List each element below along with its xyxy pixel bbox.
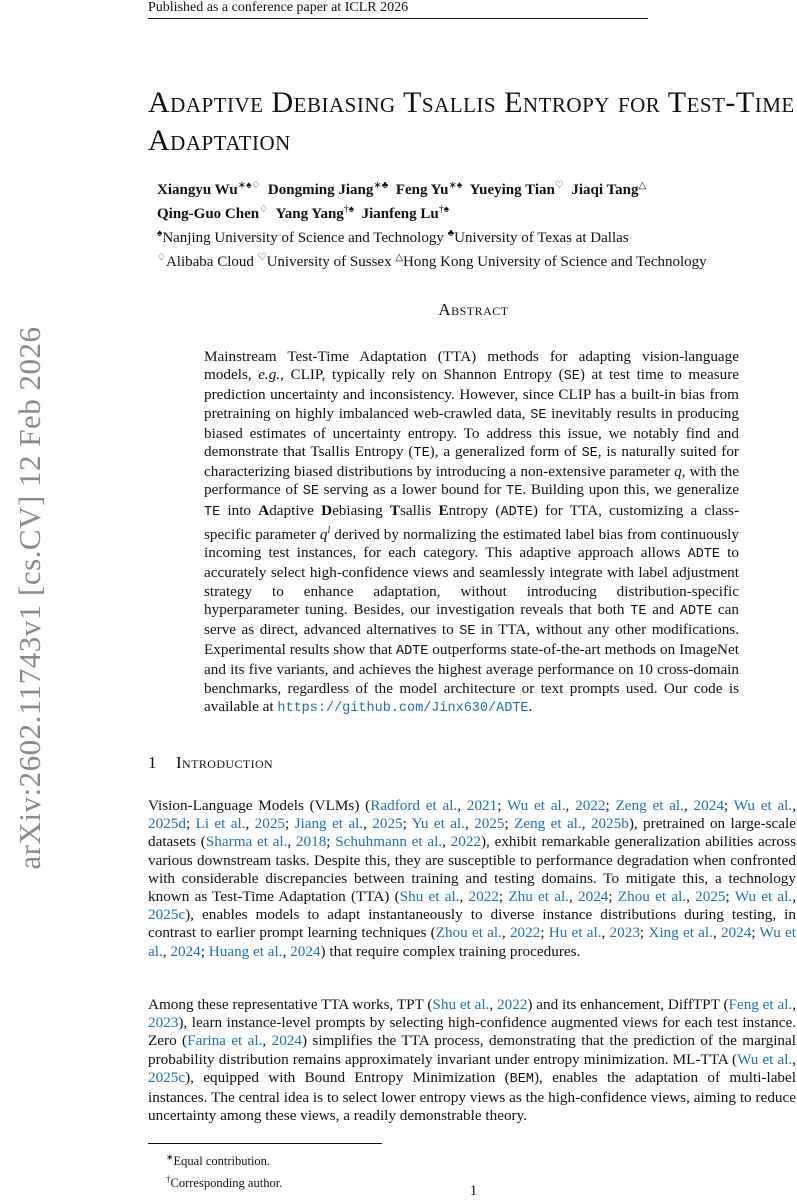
italic-text: e.g. <box>258 366 281 384</box>
citation-link[interactable]: 2025c <box>148 906 186 924</box>
paper-title: Adaptive Debiasing Tsallis Entropy for Test-Time Adaptation <box>148 86 795 157</box>
code-term: TE <box>413 446 430 462</box>
footnote <box>166 1148 282 1170</box>
citation-link[interactable]: Wu et al. <box>737 1050 793 1068</box>
intro-paragraph-2: Among these representative TTA works, TPT (Shu et al., 2022) and its enhancement, DiffTPT (Feng et al., 2023), learn instance-level prompts by selecting high-confidence augmented views for each test instance. Zero (Farina et al., 2024) simplifies the TTA process, demonstrating that the prediction of the marginal probability distribution remains approximately invariant under entropy minimization. ML-TTA (Wu et al., 2025c), equipped with Bound Entropy Minimization (BEM), enables the adaptation of multi-label instances. The central idea is to select lower entropy views as the high-confidence views, aiming to reduce uncertainty among these views, a readily demonstrable theory. <box>148 996 797 1125</box>
bold-text: A <box>258 501 270 519</box>
code-term: SE <box>563 369 580 385</box>
affiliation-mark: ♢ <box>157 252 166 263</box>
author-name: Feng Yu <box>395 182 449 198</box>
affiliation-mark: △ <box>395 252 404 263</box>
citation-link[interactable]: Sharma et al. <box>205 833 288 851</box>
footnote-mark: † <box>166 1174 171 1185</box>
citation-link[interactable]: 2022 <box>509 924 541 942</box>
citation-link[interactable]: Schuhmann et al. <box>335 833 443 851</box>
citation-link[interactable]: 2024 <box>290 942 321 960</box>
author-name: Xiangyu Wu <box>157 182 238 198</box>
citation-link[interactable]: 2022 <box>497 996 528 1013</box>
affiliation-name: Nanjing University of Science and Technology <box>162 230 444 246</box>
code-term: TE <box>204 504 221 520</box>
footnote-text: Equal contribution. <box>173 1154 271 1169</box>
running-header: Published as a conference paper at ICLR 2026 <box>148 0 409 15</box>
affiliation-name: University of Sussex <box>266 254 392 270</box>
citation-link[interactable]: Zeng et al. <box>615 797 684 814</box>
bold-text: T <box>389 501 401 519</box>
author-affiliation-marks: †♠ <box>343 204 355 215</box>
affiliation-name: Alibaba Cloud <box>165 254 254 270</box>
code-term: ADTE <box>687 547 721 563</box>
code-term: ADTE <box>679 603 713 619</box>
code-term: ADTE <box>395 644 429 660</box>
citation-link[interactable]: Zhou et al. <box>617 888 687 906</box>
citation-link[interactable]: 2025 <box>254 815 286 833</box>
code-term: SE <box>302 484 319 500</box>
author-affiliation-marks: ∗♠ <box>448 180 463 191</box>
header-rule <box>148 18 648 19</box>
citation-link[interactable]: 2018 <box>295 833 327 851</box>
citation-link[interactable]: 2022 <box>468 888 499 906</box>
citation-link[interactable]: Jiang et al. <box>294 815 364 833</box>
citation-link[interactable]: 2025d <box>148 815 186 833</box>
abstract-body: Mainstream Test-Time Adaptation (TTA) methods for adapting vision-language models, e.g., CLIP, typically rely on Shannon Entropy (SE) at test time to measure prediction uncertainty and inconsistency. However, since CLIP has a built-in bias from pretraining on highly imbalanced web-crawled data, SE inevitably results in producing biased estimates of uncertainty entropy. To address this issue, we notably find and demonstrate that Tsallis Entropy (TE), a generalized form of SE, is naturally suited for characterizing biased distributions by introducing a non-extensive parameter q, with the performance of SE serving as a lower bound for TE. Building upon this, we generalize TE into Adaptive Debiasing Tsallis Entropy (ADTE) for TTA, customizing a class-specific parameter $q^l$ derived by normalizing the estimated label bias from continuously incoming test instances, for each category. This adaptive approach allows ADTE to accurately select high-confidence views and seamlessly integrate with label adjustment strategy to enhance adaptation, without introducing distribution-specific hyperparameter tuning. Besides, our investigation reveals that both TE and ADTE can serve as direct, advanced alternatives to SE in TTA, without any other modifications. Experimental results show that ADTE outperforms state-of-the-art methods on ImageNet and its five variants, and achieves the highest average performance on 10 cross-domain benchmarks, regardless of the model architecture or text prompts used. Our code is available at https://github.com/Jinx630/ADTE. <box>204 348 740 716</box>
author-affiliation-marks: ♡ <box>554 180 564 191</box>
citation-link[interactable]: Wu et al. <box>733 797 793 814</box>
citation-link[interactable]: Zhu et al. <box>508 888 569 906</box>
citation-link[interactable]: 2021 <box>466 797 498 814</box>
author-name: Yueying Tian <box>469 182 555 198</box>
citation-link[interactable]: 2024 <box>170 942 201 960</box>
author-name: Qing-Guo Chen <box>157 206 260 222</box>
citation-link[interactable]: Wu et al. <box>148 924 797 960</box>
intro-paragraph-1: Vision-Language Models (VLMs) (Radford et al., 2021; Wu et al., 2022; Zeng et al., 2024; Wu et al., 2025d; Li et al., 2025; Jiang et al., 2025; Yu et al., 2025; Zeng et al., 2025b), pretrained on large-scale datasets (Sharma et al., 2018; Schuhmann et al., 2022), exhibit remarkable generalization abilities across various downstream tasks. Despite this, they are susceptible to performance degradation when confronted with considerable discrepancies between training and testing domains. To mitigate this, a technology known as Test-Time Adaptation (TTA) (Shu et al., 2022; Zhu et al., 2024; Zhou et al., 2025; Wu et al., 2025c), enables models to adapt instantaneously to diverse instance distributions during testing, in contrast to earlier prompt learning techniques (Zhou et al., 2022; Hu et al., 2023; Xing et al., 2024; Wu et al., 2024; Huang et al., 2024) that require complex training procedures. <box>148 797 797 960</box>
citation-link[interactable]: Wu et al. <box>734 888 793 906</box>
citation-link[interactable]: 2023 <box>148 1014 179 1032</box>
code-url-link[interactable]: https://github.com/Jinx630/ADTE <box>277 700 529 716</box>
code-term: BEM <box>509 1071 534 1087</box>
code-term: SE <box>459 623 476 639</box>
footnote-mark: ∗ <box>166 1152 174 1162</box>
citation-link[interactable]: Zeng et al. <box>514 815 582 833</box>
author-affiliation-marks: ∗♣ <box>373 180 389 191</box>
citation-link[interactable]: Farina et al. <box>187 1032 263 1050</box>
citation-link[interactable]: 2022 <box>575 797 606 814</box>
superscript: l <box>327 524 331 536</box>
citation-link[interactable]: 2025b <box>590 815 629 833</box>
citation-link[interactable]: Xing et al. <box>648 924 713 942</box>
citation-link[interactable]: Radford et al. <box>370 797 458 814</box>
citation-link[interactable]: 2025 <box>372 815 403 833</box>
citation-link[interactable]: 2025 <box>695 888 726 906</box>
affiliation-name: University of Texas at Dallas <box>454 230 629 246</box>
code-term: TE <box>630 603 647 619</box>
section-title: Introduction <box>176 753 274 772</box>
affiliation-list <box>157 224 777 272</box>
citation-link[interactable]: Hu et al. <box>548 924 602 942</box>
affiliation-mark: ♣ <box>447 228 455 239</box>
code-term: TE <box>506 484 523 500</box>
citation-link[interactable]: Shu et al. <box>399 888 460 906</box>
citation-link[interactable]: 2024 <box>271 1032 302 1050</box>
author-affiliation-marks: ∗♠♢ <box>237 180 261 191</box>
author-name: Dongming Jiang <box>267 182 374 198</box>
bold-text: E <box>438 501 449 519</box>
citation-link[interactable]: 2022 <box>450 833 481 851</box>
footnote-rule <box>148 1143 382 1144</box>
citation-link[interactable]: Yu et al. <box>411 815 465 833</box>
italic-text: q <box>319 525 328 543</box>
citation-link[interactable]: 2025c <box>148 1068 186 1086</box>
citation-link[interactable]: 2023 <box>609 924 640 942</box>
author-name: Jiaqi Tang <box>571 182 639 198</box>
author-affiliation-marks: †♠ <box>438 204 450 215</box>
citation-link[interactable]: Shu et al. <box>432 996 490 1013</box>
citation-link[interactable]: Feng et al. <box>728 996 793 1013</box>
citation-link[interactable]: 2024 <box>578 888 609 906</box>
author-affiliation-marks: △ <box>638 180 647 191</box>
author-name: Yang Yang <box>275 206 344 222</box>
footnote-text: Corresponding author. <box>170 1176 283 1191</box>
code-term: ADTE <box>500 504 533 520</box>
citation-link[interactable]: 2025 <box>474 815 505 833</box>
citation-link[interactable]: Li et al. <box>195 815 246 833</box>
section-number: 1 <box>148 753 157 772</box>
italic-text: q <box>674 463 682 481</box>
citation-link[interactable]: Wu et al. <box>506 797 566 814</box>
bold-text: D <box>321 501 333 519</box>
page-number: 1 <box>469 1183 478 1199</box>
abstract-heading: Abstract <box>438 300 509 319</box>
author-name: Jianfeng Lu <box>361 206 439 222</box>
citation-link[interactable]: 2024 <box>693 797 724 814</box>
code-term: SE <box>530 407 547 423</box>
affiliation-mark: ♡ <box>257 252 267 263</box>
citation-link[interactable]: Huang et al. <box>208 942 283 960</box>
arxiv-identifier: arXiv:2602.11743v1 [cs.CV] 12 Feb 2026 <box>12 326 47 870</box>
citation-link[interactable]: Zhou et al. <box>435 924 502 942</box>
section-heading-introduction <box>148 753 273 773</box>
author-affiliation-marks: ♢ <box>259 204 269 215</box>
author-block <box>157 176 777 272</box>
citation-link[interactable]: 2024 <box>720 924 752 942</box>
code-term: SE <box>581 446 598 462</box>
affiliation-mark: ♠ <box>157 228 163 239</box>
affiliation-name: Hong Kong University of Science and Technology <box>403 254 707 270</box>
author-list <box>157 176 777 224</box>
